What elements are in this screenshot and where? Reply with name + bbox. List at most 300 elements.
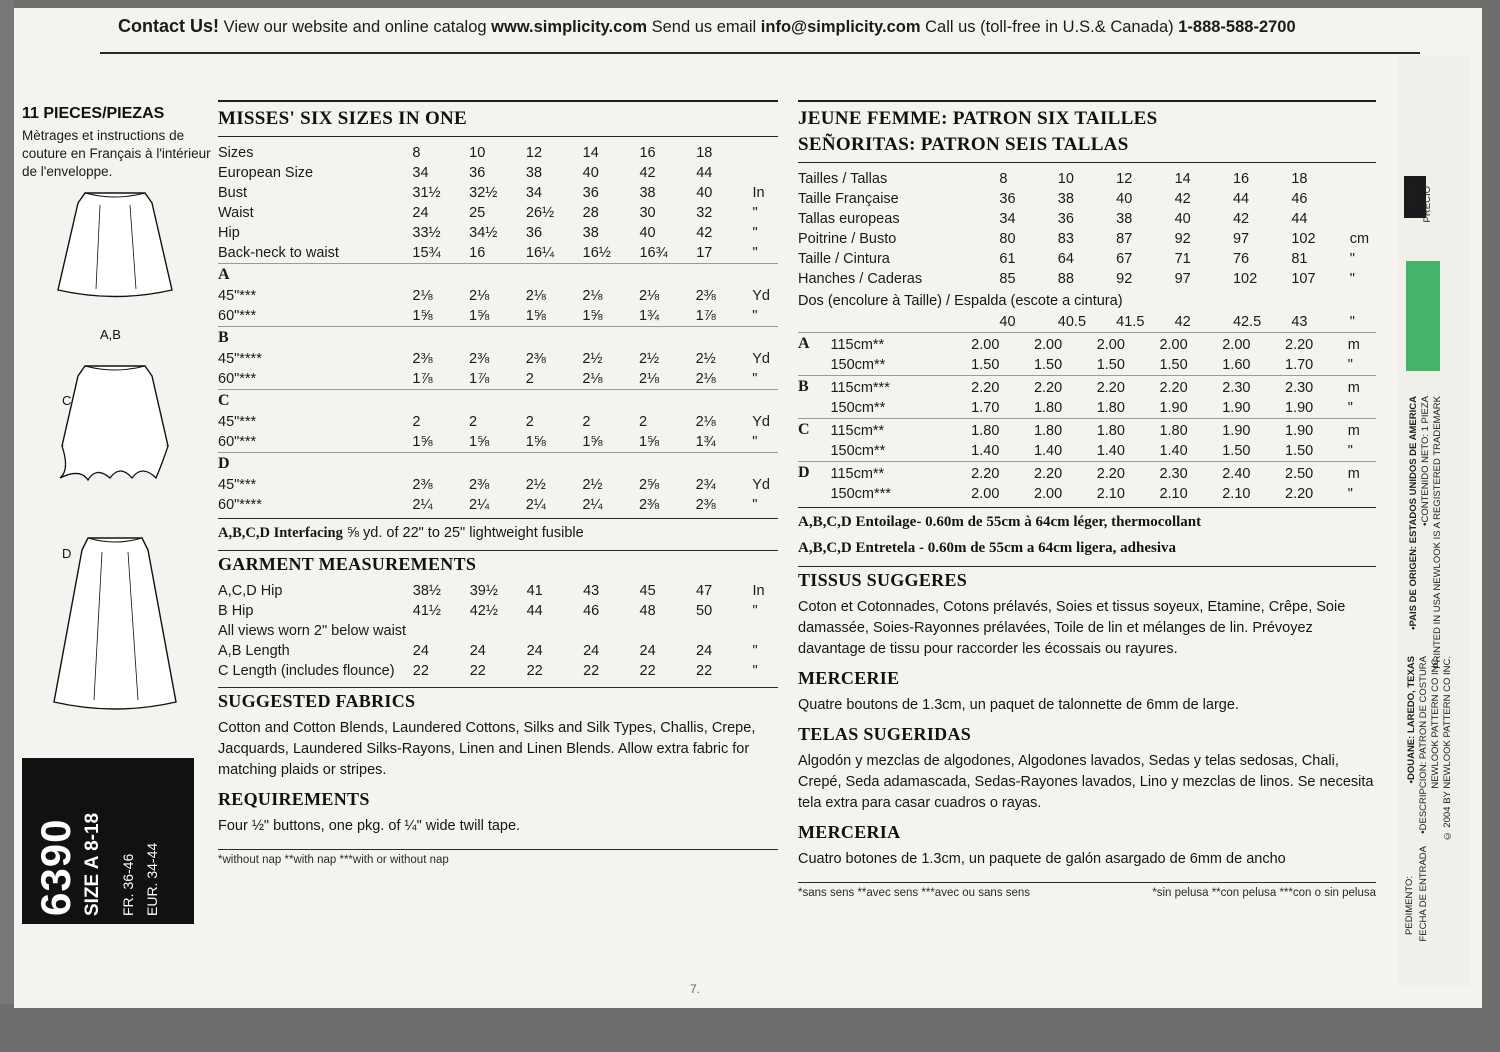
row-value: 40 [999,314,1016,331]
row-value: 46 [1291,191,1308,207]
yardage-group-row [218,264,778,287]
row-label: C Length (includes flounce) [218,663,395,680]
row-value: 2½ [582,351,603,367]
row-unit: Yd [752,414,770,430]
fabrics-rule [218,687,778,688]
row-value: 44 [1291,211,1308,227]
row-value: 2 [525,414,534,430]
row-value: 22 [412,663,429,680]
row-value: 16 [639,145,656,161]
interfacing-label: A,B,C,D Interfacing [218,525,343,541]
row-value: 24 [412,205,429,221]
row-value: 15¾ [412,245,441,261]
row-value: 2⅜ [469,351,490,367]
english-footnote: *without nap **with nap ***with or without nap [218,854,449,867]
scan-edge-left [0,0,14,1052]
row-value: 36 [582,185,599,201]
pattern-size-fr: FR. 36-46 [120,853,136,916]
row-label: 115cm** [830,419,971,442]
pieces-label: PIECES/PIEZAS [43,105,165,122]
english-column [218,100,778,866]
row-value: 46 [583,603,600,620]
row-label: Sizes [218,145,254,161]
row-value: 2.00 [971,333,1034,356]
row-value: 2¼ [412,497,433,513]
row-value [470,621,527,641]
row-value: 12 [1116,171,1133,187]
table-row [798,441,1376,462]
row-label: All views worn 2" below waist [218,623,407,640]
french-spanish-column [798,100,1376,899]
scan-edge-right [1482,0,1500,1052]
row-value: 38 [582,225,599,241]
row-unit: m [1348,419,1376,442]
row-value: 2½ [695,351,716,367]
row-value: 1⅝ [412,434,433,450]
row-value: 36 [525,225,543,241]
row-value: 2 [638,414,648,430]
row-value: 2⅛ [695,371,716,387]
row-value: 36 [1057,211,1074,227]
row-value: 26½ [525,205,555,221]
table-row [798,249,1376,269]
row-value: 1.90 [1285,419,1348,442]
row-value: 34 [525,185,543,201]
row-value: 1.50 [1285,443,1314,460]
contact-view-text: View our website and online catalog [223,18,487,36]
row-label: Bust [218,185,248,201]
price-fr-label: PRIX [1406,186,1417,209]
row-value: 12 [525,145,543,161]
table-row [218,223,778,243]
row-value: 1.50 [971,357,1000,374]
table-row [218,203,778,223]
contact-label: Contact Us! [118,16,220,36]
row-value: 1.80 [1096,400,1125,417]
telas-title: TELAS SUGERIDAS [798,723,972,744]
row-unit: " [752,245,758,261]
row-value: 1.80 [1097,419,1160,442]
tissus-title: TISSUS SUGGERES [798,569,968,590]
copyright-text: © 2004 BY NEWLOOK PATTERN CO INC. [1442,656,1453,842]
row-value: 32½ [469,185,498,201]
row-value: 2.20 [1159,376,1222,399]
english-title-rule [218,136,778,137]
row-value: 1⅞ [412,371,433,387]
row-value: 1.50 [1033,357,1063,374]
row-value: 2.50 [1285,462,1348,485]
row-value: 107 [1291,271,1316,287]
row-value: 2 [412,414,421,430]
row-value: 17 [696,245,713,261]
row-label: A,B Length [218,643,290,660]
row-label: Tailles / Tallas [798,171,888,187]
row-value: 2.20 [1285,333,1348,356]
row-value: 28 [582,205,599,221]
green-block [1406,261,1440,371]
row-label: 150cm** [830,443,886,460]
row-value: 44 [526,603,543,620]
row-value: 1.40 [1096,443,1125,460]
table-row [218,412,778,432]
fecha-label: FECHA DE ENTRADA [1418,846,1429,942]
merceria-title: MERCERIA [798,821,901,842]
row-value: 2.20 [1097,376,1160,399]
row-unit: " [752,434,758,450]
row-value: 8 [412,145,421,161]
garment-measurements-table [218,581,778,681]
row-value: 1⅞ [695,308,716,324]
row-value: 2½ [525,477,546,493]
row-value: 2⅛ [638,371,660,387]
table-row [218,286,778,306]
row-label: 115cm** [830,333,971,356]
row-value: 1⅝ [469,434,490,450]
english-top-rule [218,100,778,102]
french-measurements-table [798,169,1376,289]
row-value: 83 [1057,231,1074,247]
row-value: 38 [1116,211,1133,227]
row-label: 60"*** [218,308,257,324]
pieces-count: 11 [22,105,39,122]
row-value: 1¾ [695,434,716,450]
row-value: 1.90 [1222,419,1285,442]
row-unit: " [752,603,758,620]
customs-text: •DOUANE: LAREDO, TEXAS [1406,656,1417,784]
left-column [22,105,212,182]
row-value: 1¾ [638,308,660,324]
row-value: 24 [469,643,486,660]
row-value: 1.80 [1033,400,1063,417]
french-footnote-row [798,887,1376,899]
row-value: 14 [1174,171,1191,187]
row-value: 42 [1174,314,1191,331]
row-value: 44 [1232,191,1250,207]
contact-email-text: Send us email [651,18,757,36]
french-title-rule [798,162,1376,163]
view-drawing-c [40,358,190,493]
yardage-group-label: A [218,264,778,287]
yardage-group-label: B [798,376,830,399]
row-unit: " [752,308,758,324]
row-value: 81 [1291,251,1308,267]
row-unit [1350,189,1376,209]
row-value: 67 [1116,251,1133,267]
table-row [218,143,778,163]
row-value: 42.5 [1232,314,1262,331]
table-row [798,484,1376,504]
table-row [798,169,1376,189]
row-value: 2⅜ [412,477,433,493]
row-value: 2⅛ [582,288,603,304]
row-value: 2⅜ [469,477,490,493]
suggested-fabrics-text: Cotton and Cotton Blends, Laundered Cottons, Silks and Silk Types, Challis, Crepe, Jacquards, Laundered Silks-Rayons, Linen and Linen Blends. Allow extra fabric for matching plaids or stripes. [218,720,756,779]
table-row [218,641,778,661]
row-value: 2.20 [1285,486,1314,503]
row-value: 2.00 [1034,333,1097,356]
row-value: 2.00 [1097,333,1160,356]
french-yardage-table [798,332,1376,504]
row-value: 2¾ [695,477,716,493]
row-value: 1.50 [1222,443,1251,460]
row-value: 1.70 [971,400,1000,417]
row-value: 1⅝ [582,434,603,450]
row-unit: Yd [752,351,770,367]
row-unit: Yd [752,477,770,493]
row-value: 1.90 [1159,400,1188,417]
requirements-title: REQUIREMENTS [218,789,370,810]
company-text: NEWLOOK PATTERN CO INC. [1430,656,1441,789]
tissus-text: Coton et Cotonnades, Cotons prélavés, Soies et tissus soyeux, Etamine, Crêpe, Soie damassée, Soies-Rayonnes prélavées, Toile de lin et mélanges de lin. Prévoyez davantage de tissu pour raccorder les écossais ou rayures. [798,598,1346,657]
row-value: 2⅜ [412,351,433,367]
merceria-text: Cuatro botones de 1.3cm, un paquete de galón asargado de 6mm de ancho [798,850,1286,867]
view-drawing-ab [40,185,190,310]
row-value: 38 [1057,191,1074,207]
row-value: 16 [1232,171,1250,187]
row-unit [1350,169,1376,189]
row-unit: " [752,497,758,513]
descripcion-text: •DESCRIPCION: PATRON DE COSTURA [1418,656,1429,834]
row-value: 2⅜ [695,497,716,513]
row-unit: " [1347,400,1353,417]
table-row [218,163,778,183]
row-value [527,621,583,641]
row-value: 2 [469,414,478,430]
row-value: 16 [469,245,486,261]
row-value: 1⅞ [469,371,490,387]
row-value: 1⅝ [638,434,660,450]
view-caption-c: C [62,393,72,408]
row-value: 102 [1232,271,1258,287]
yardage-group-label: C [218,390,778,413]
pieces-line [22,105,212,123]
row-unit: m [1348,376,1376,399]
row-label: 60"*** [218,371,257,387]
row-value: 80 [999,231,1016,247]
row-value: 1.40 [971,443,1000,460]
row-value: 85 [999,271,1016,287]
table-row [218,349,778,369]
row-value: 16½ [582,245,611,261]
table-row [798,189,1376,209]
row-value: 42 [1232,211,1250,227]
row-value: 22 [583,663,600,680]
row-value: 18 [1291,171,1308,187]
entoilage-es: A,B,C,D Entretela - 0.60m de 55cm a 64cm ligera, adhesiva [798,539,1177,556]
contenido-text: •CONTENIDO NETO: 1 PIEZA [1420,396,1431,526]
row-value: 1.80 [971,419,1034,442]
row-value: 24 [412,643,429,660]
suggested-fabrics-title: SUGGESTED FABRICS [218,691,416,712]
row-value: 1⅝ [469,308,490,324]
row-value: 34 [412,165,429,181]
row-label: B Hip [218,603,254,620]
table-row [218,621,778,641]
contact-bar [118,16,1408,42]
row-unit: m [1348,333,1376,356]
english-footnote-rule [218,849,778,850]
row-label: Hanches / Caderas [798,271,923,287]
row-value: 2 [582,414,591,430]
requirements-text: Four ½" buttons, one pkg. of ¼" wide twill tape. [218,818,521,835]
row-unit: Yd [752,288,770,304]
phone-number: 1-888-588-2700 [1178,18,1296,36]
row-value: 92 [1116,271,1133,287]
row-value: 2.30 [1285,376,1348,399]
mercerie-title: MERCERIE [798,667,900,688]
row-value: 38 [525,165,543,181]
row-value: 102 [1291,231,1316,247]
row-value: 24 [639,643,656,660]
row-unit: " [1349,314,1355,331]
row-value: 2.10 [1159,486,1188,503]
yardage-group-label: D [798,462,830,485]
table-row [798,229,1376,249]
row-value: 2½ [582,477,603,493]
row-value: 2.00 [1033,486,1063,503]
row-value [696,621,752,641]
interfacing-rule [218,518,778,519]
row-label: 150cm** [830,400,886,417]
row-unit: " [1347,443,1353,460]
back-length-label: Dos (encolure à Taille) / Espalda (escote a cintura) [798,293,1123,309]
row-value: 10 [1057,171,1074,187]
contact-call-text: Call us (toll-free in U.S.& Canada) [925,18,1174,36]
row-value: 42 [1174,191,1191,207]
row-value: 1.80 [1034,419,1097,442]
english-title: MISSES' SIX SIZES IN ONE [218,108,468,129]
row-value: 39½ [469,583,498,600]
view-caption-ab: A,B [100,327,121,342]
table-row [218,243,778,263]
french-title: JEUNE FEMME: PATRON SIX TAILLES [798,108,1158,129]
yardage-group-label [798,355,830,376]
row-value: 1.40 [1033,443,1063,460]
row-value: 24 [696,643,713,660]
interfacing-text: ⅝ yd. of 22" to 25" lightweight fusible [346,525,584,541]
row-unit [752,621,778,641]
table-row [798,419,1376,442]
row-unit: " [1349,271,1355,287]
table-row [798,209,1376,229]
row-value: 22 [639,663,656,680]
row-value: 2.20 [971,376,1034,399]
pattern-size-range: SIZE A 8-18 [82,812,103,916]
row-value: 47 [696,583,713,600]
row-value: 31½ [412,185,441,201]
printed-text: PRINTED IN USA NEWLOOK IS A REGISTERED TRADEMARK [1432,396,1443,669]
yardage-group-label [798,484,830,504]
pedimento-label: PEDIMENTO: [1404,876,1415,935]
row-value: 2¼ [525,497,546,513]
row-value: 40 [639,225,656,241]
row-label: 150cm*** [830,486,891,503]
table-row [218,432,778,453]
row-value: 22 [469,663,486,680]
row-value: 43 [583,583,600,600]
row-unit: " [1349,251,1355,267]
interfacing-line [218,523,778,544]
row-value: 61 [999,251,1016,267]
row-unit: " [752,643,758,660]
entoilage-fr: A,B,C,D Entoilage- 0.60m de 55cm à 64cm léger, thermocollant [798,514,1202,531]
row-value: 44 [696,165,713,181]
row-value: 2⅛ [638,288,660,304]
pattern-size-eur: EUR. 34-44 [144,842,160,916]
yardage-group-label: B [218,327,778,350]
row-value: 18 [696,145,713,161]
row-value: 2.10 [1096,486,1125,503]
row-value: 36 [469,165,486,181]
row-value: 2 [525,371,534,387]
row-value: 2⅜ [695,288,716,304]
website-link[interactable]: www.simplicity.com [491,18,648,36]
yardage-group-row [218,453,778,476]
row-label: Poitrine / Busto [798,231,897,247]
scan-smudge: 7. [690,982,701,996]
row-value: 42 [696,225,713,241]
row-unit [752,163,778,183]
row-value: 16¾ [639,245,668,261]
row-value: 24 [526,643,543,660]
scan-edge-bottom [0,1004,1500,1052]
row-value: 1⅝ [525,308,546,324]
row-value: 2⅛ [695,414,716,430]
row-value: 2.30 [1159,462,1222,485]
row-unit: In [752,583,765,600]
row-value: 2.40 [1222,462,1285,485]
row-label: Back-neck to waist [218,245,339,261]
row-value: 45 [639,583,656,600]
row-value: 1.50 [1096,357,1125,374]
row-value: 2.20 [1034,376,1097,399]
header-divider [100,52,1420,54]
french-instructions-note: Mètrages et instructions de couture en Français à l'intérieur de l'enveloppe. [22,128,211,180]
yardage-group-label: A [798,333,830,356]
row-value [640,621,696,641]
table-row [798,312,1376,332]
row-value: 1⅝ [525,434,546,450]
row-value: 2⅛ [412,288,433,304]
row-value: 2¼ [469,497,490,513]
french-footnote-rule [798,882,1376,883]
row-value: 2.20 [971,462,1034,485]
row-value: 42 [639,165,656,181]
email-link[interactable]: info@simplicity.com [760,18,921,36]
row-unit: cm [1349,231,1370,247]
row-value: 2.10 [1222,486,1251,503]
row-value: 1⅝ [582,308,603,324]
row-unit: " [752,663,758,680]
yardage-group-row [218,327,778,350]
pattern-code-box [22,758,194,924]
row-unit: " [752,225,758,241]
row-value: 43 [1291,314,1308,331]
row-label: 115cm** [830,462,971,485]
row-value: 2⅛ [469,288,490,304]
table-row [798,462,1376,485]
row-value: 25 [469,205,486,221]
row-label: 45"*** [218,414,257,430]
row-label: Hip [218,225,240,241]
table-row [798,398,1376,419]
table-row [798,269,1376,289]
row-value: 30 [639,205,656,221]
row-label: Tallas europeas [798,211,900,227]
row-value: 36 [999,191,1016,207]
row-value: 41.5 [1116,314,1145,331]
row-value: 1.50 [1159,357,1188,374]
